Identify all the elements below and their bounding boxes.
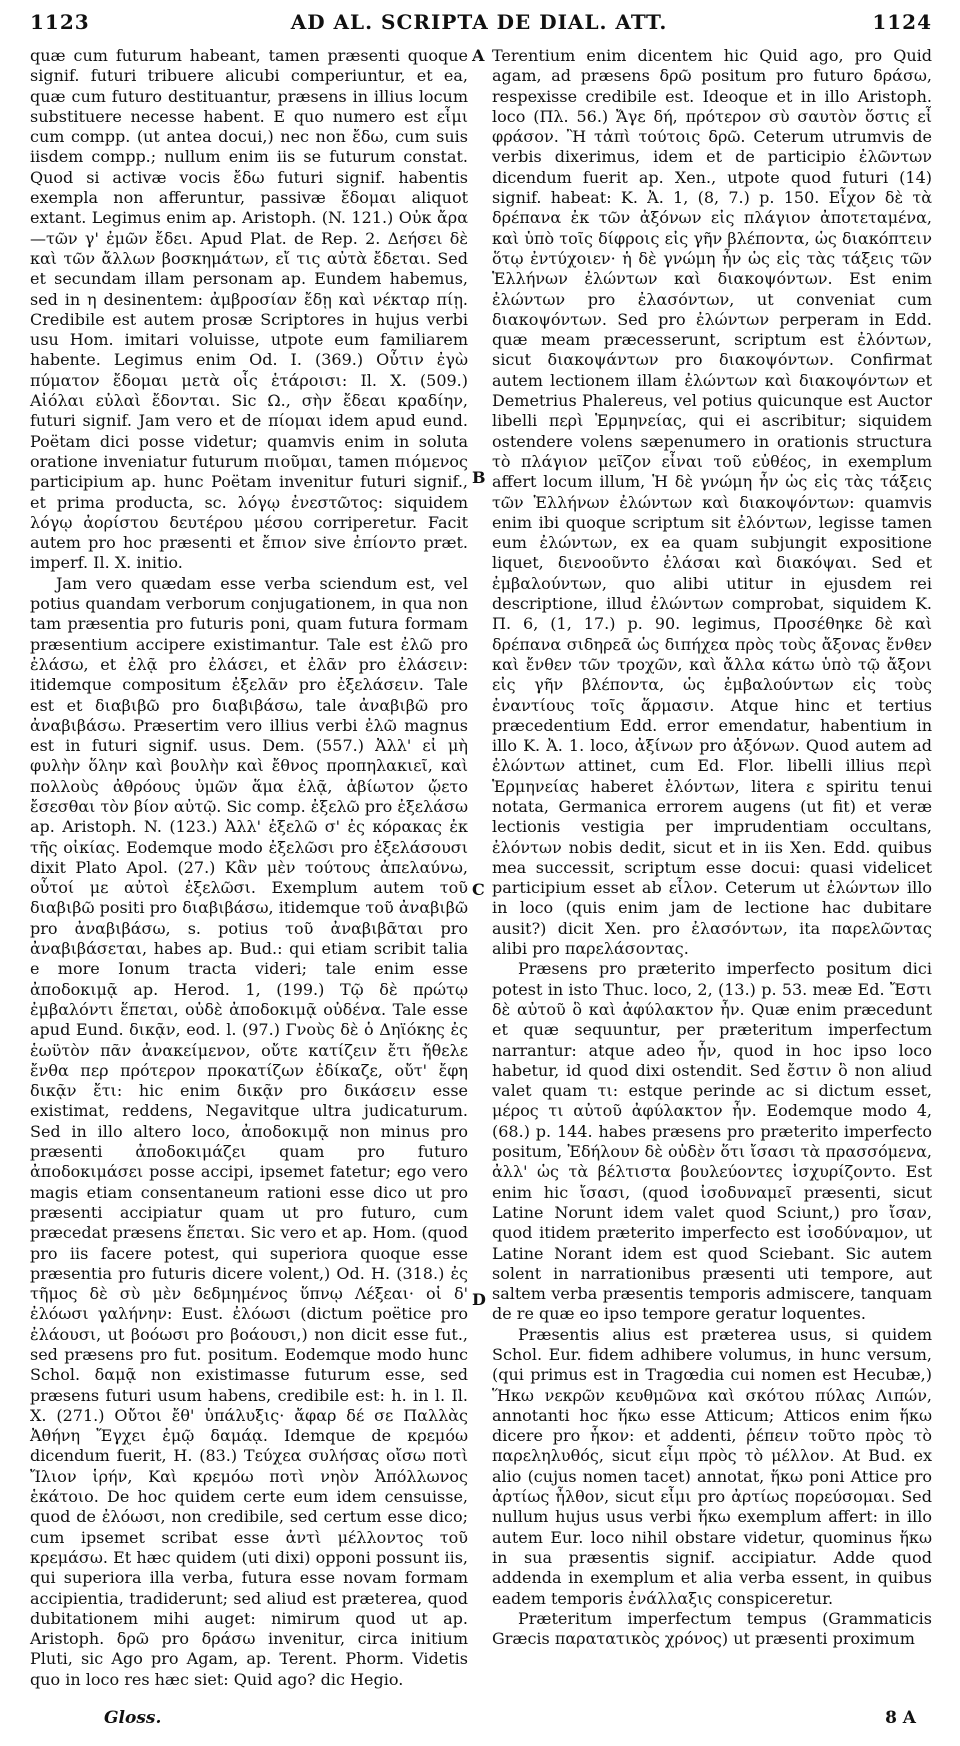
signature-mark: 8 A xyxy=(885,1708,916,1728)
right-paragraph-4: Præteritum imperfectum tempus (Grammaticis Græcis παρατατικὸς χρόνος) ut præsenti proximum xyxy=(492,1608,932,1649)
margin-letter-b: B xyxy=(472,468,486,487)
left-column xyxy=(30,46,468,1690)
left-paragraph-1: quæ cum futurum habeant, tamen præsenti quoque signif. futuri tribuere alicubi comperiuntur, et ea, quæ cum futuro destituantur, præsens in illius locum substituere necesse habent. E quo numero est εἶμι cum compp. (ut antea docui,) nec non ἔδω, cum suis iisdem compp.; nullum enim iis se futurum constat. Quod si activæ vocis ἔδω futuri signif. habentis exempla non afferuntur, passivæ ἔδομαι aliquot extant. Legimus enim ap. Aristoph. (N. 121.) Οὐκ ἄρα—τῶν γ' ἐμῶν ἔδει. Apud Plat. de Rep. 2. Δεήσει δὲ καὶ τῶν ἄλλων βοσκημάτων, εἴ τις αὐτὰ ἔδεται. Sed et secundam illam personam ap. Eundem habemus, sed in η desinentem: ἀμβροσίαν ἔδῃ καὶ νέκταρ πίῃ. Credibile est autem prosæ Scriptores in hujus verbi usu Hom. imitari voluisse, utpote eum familiarem habente. Legimus enim Od. I. (369.) Οὖτιν ἐγὼ πύματον ἔδομαι μετὰ οἷς ἑτάροισι: Il. X. (509.) Αἰόλαι εὐλαὶ ἔδονται. Sic Ω., σὴν ἔδεαι κραδίην, futuri signif. Jam vero et de πίομαι idem apud eund. Poëtam dici posse videtur; quamvis enim in soluta oratione inveniatur futurum πιοῦμαι, tamen πιόμενος participium ap. hunc Poëtam invenitur futuri signif., et prima producta, sc. λόγῳ ἐνεστῶτος: siquidem λόγῳ ἀορίστου δευτέρου μέσου corriperetur. Facit autem pro hoc præsenti et ἔπιον sive ἐπίοντο præt. imperf. Il. X. initio. xyxy=(30,46,468,573)
running-head-title: AD AL. SCRIPTA DE DIAL. ATT. xyxy=(290,10,668,34)
margin-letter-a: A xyxy=(472,46,485,65)
page-number-left: 1123 xyxy=(30,10,90,34)
catchword: Gloss. xyxy=(104,1708,162,1728)
page-number-right: 1124 xyxy=(872,10,932,34)
page-footer xyxy=(30,1708,932,1736)
right-paragraph-2: Præsens pro præterito imperfecto positum dici potest in isto Thuc. loco, 2, (13.) p. 53. meæ Ed. Ἔστι δὲ αὐτοῦ ὃ καὶ ἀφύλακτον ἦν. Quæ enim præcedunt et quæ sequuntur, per præteritum imperfectum narrantur: atque adeo ἦν, quod in hoc ipso loco habetur, id quod dixi ostendit. Sed ἔστιν ὃ non aliud valet quam τι: estque perinde ac si dictum esset, μέρος τι αὐτοῦ ἀφύλακτον ἦν. Eodemque modo 4, (68.) p. 144. habes præsens pro præterito imperfecto positum, Ἐδήλουν δὲ οὐδὲν ὅτι ἴσασι τὰ πρασσόμενα, ἀλλ' ὡς τὰ βέλτιστα βουλεύοντες ἰσχυρίζοντο. Est enim hic ἴσασι, (quod ἰσοδυναμεῖ præsenti, sicut Latine Norunt idem valet quod Sciunt,) pro ἴσαν, quod itidem præterito imperfecto est ἰσοδύναμον, ut Latine Norant idem est quod Sciebant. Sic autem solent in narrationibus præsenti uti tempore, aut saltem verba præsentis temporis admiscere, tanquam de re quæ eo ipso tempore geratur loquentes. xyxy=(492,959,932,1324)
left-paragraph-2: Jam vero quædam esse verba sciendum est, vel potius quandam verborum conjugationem, in qua non tam præsentia pro futuris poni, quam futura formam præsentium accipere existimantur. Tale est ἐλῶ pro ἐλάσω, et ἐλᾷ pro ἐλάσει, et ἐλᾶν pro ἐλάσειν: itidemque compositum ἐξελᾶν pro ἐξελάσειν. Tale est et διαβιβῶ pro διαβιβάσω, tale ἀναβιβῶ pro ἀναβιβάσω. Præsertim vero illius verbi ἐλῶ magnus est in futuri signif. usus. Dem. (557.) Ἀλλ' εἰ μὴ φυλὴν ὅλην καὶ βουλὴν καὶ ἔθνος προπηλακιεῖ, καὶ πολλοὺς ἀθρόους ὑμῶν ἅμα ἐλᾷ, ἀβίωτον ᾤετο ἔσεσθαι τὸν βίον αὐτῷ. Sic comp. ἐξελῶ pro ἐξελάσω ap. Aristoph. N. (123.) Ἀλλ' ἐξελῶ σ' ἐς κόρακας ἐκ τῆς οἰκίας. Eodemque modo ἐξελῶσι pro ἐξελάσουσι dixit Plato Apol. (27.) Κἂν μὲν τούτους ἀπελαύνω, οὗτοί με αὐτοὶ ἐξελῶσι. Exemplum autem τοῦ διαβιβῶ positi pro διαβιβάσω, itidemque τοῦ ἀναβιβῶ pro ἀναβιβάσω, s. potius τοῦ ἀναβιβᾶται pro ἀναβιβάσεται, habes ap. Bud.: qui etiam scribit talia e more Ionum tracta videri; tale enim esse ἀποδοκιμᾷ ap. Herod. 1, (199.) Τῷ δὲ πρώτῳ ἐμβαλόντι ἕπεται, οὐδὲ ἀποδοκιμᾷ οὐδένα. Tale esse apud Eund. δικᾷν, eod. l. (97.) Γνοὺς δὲ ὁ Δηϊόκης ἐς ἑωϋτὸν πᾶν ἀνακείμενον, οὔτε κατίζειν ἔτι ἤθελε ἔνθα περ πρότερον προκατίζων ἐδίκαζε, οὔτ' ἔφη δικᾷν ἔτι: hic enim δικᾷν pro δικάσειν esse existimat, reddens, Negavitque ultra judicaturum. Sed in illo altero loco, ἀποδοκιμᾷ non minus pro præsenti ἀποδοκιμάζει quam pro futuro ἀποδοκιμάσει posse accipi, ipsemet fatetur; ego vero magis etiam consentaneum rationi esse dico ut pro præsenti accipiatur quam ut pro futuro, cum præcedat præsens ἕπεται. Sic vero et ap. Hom. (quod pro iis facere potest, qui superiora quoque esse præsentia pro futuris dicere volent,) Od. H. (318.) ἐς τῆμος δὲ σὺ μὲν δεδμημένος ὕπνῳ Λέξεαι· οἱ δ' ἐλόωσι γαλήνην: Eust. ἐλόωσι (dictum poëtice pro ἐλάουσι, ut βοόωσι pro βοάουσι,) non dicit esse fut., sed præsens pro fut. positum. Eodemque modo hunc Schol. δαμᾷ non existimasse futurum esse, sed præsens futuri usum habens, credibile est: h. in l. Il. X. (271.) Οὔτοι ἔθ' ὑπάλυξις· ἄφαρ δέ σε Παλλὰς Ἀθήνη Ἔγχει ἐμῷ δαμάᾳ. Idemque de κρεμόω dicendum fuerit, H. (83.) Τεύχεα συλήσας οἴσω ποτὶ Ἴλιον ἱρήν, Καὶ κρεμόω ποτὶ νηὸν Ἀπόλλωνος ἑκάτοιο. De hoc quidem certe eum idem censuisse, quod de ἐλόωσι, non credibile, sed certum esse dico; cum ipsemet scribat esse ἀντὶ μέλλοντος τοῦ κρεμάσω. Et hæc quidem (uti dixi) opponi possunt iis, qui superiora illa verba, futura esse novam formam accipientia, tradiderunt; sed aliud est præterea, quod dubitationem mihi auget: nimirum quod ut ap. Aristoph. δρῶ pro δράσω invenitur, circa initium Pluti, sic Ago pro Agam, ap. Terent. Phorm. Videtis quo in loco res hæc siet: Quid ago? dic Hegio. xyxy=(30,573,468,1689)
margin-letter-c: C xyxy=(472,880,485,899)
right-paragraph-3: Præsentis alius est præterea usus, si quidem Schol. Eur. fidem adhibere volumus, in hunc versum, (qui primus est in Tragœdia cui nomen est Hecubæ,) Ἥκω νεκρῶν κευθμῶνα καὶ σκότου πύλας Λιπών, annotanti hoc ἥκω esse Atticum; Atticos enim ἥκω dicere pro ἧκον: et addenti, ῥέπειν τοῦτο πρὸς τὸ παρεληλυθός, sicut εἶμι πρὸς τὸ μέλλον. At Bud. ex alio (cujus nomen tacet) annotat, ἥκω poni Attice pro ἀρτίως ἦλθον, sicut εἶμι pro ἀρτίως πορεύσομαι. Sed nullum hujus usus verbi ἥκω exemplum affert: in illo autem Eur. loco nihil obstare videtur, quominus ἥκω in sua præsentis signif. accipiatur. Adde quod addenda in exemplum et alia verba essent, in quibus eadem temporis ἐνάλλαξις conspiceretur. xyxy=(492,1324,932,1608)
right-paragraph-1: Terentium enim dicentem hic Quid ago, pro Quid agam, ad præsens δρῶ positum pro futuro δράσω, respexisse credibile est. Ideoque et in illo Aristoph. loco (Πλ. 56.) Ἄγε δή, πρότερον σὺ σαυτὸν ὅστις εἶ φράσον. Ἢ τἀπὶ τούτοις δρῶ. Ceterum utrumvis de verbis dixerimus, idem et de participio ἐλῶντων dicendum fuerit ap. Xen., utpote quod futuri (14) signif. habeat: K. Ἀ. 1, (8, 7.) p. 150. Εἶχον δὲ τὰ δρέπανα ἐκ τῶν ἀξόνων εἰς πλάγιον ἀποτεταμένα, καὶ ὑπὸ τοῖς δίφροις εἰς γῆν βλέποντα, ὡς διακόπτειν ὅτῳ ἐντύχοιεν· ἡ δὲ γνώμη ἦν ὡς εἰς τὰς τάξεις τῶν Ἑλλήνων ἐλώντων καὶ διακοψόντων. Est enim ἐλώντων pro ἐλασόντων, ut conveniat cum διακοψόντων. Sed pro ἐλώντων perperam in Edd. quæ meam præcesserunt, scriptum est ἐλόντων, sicut διακοψάντων pro διακοψόντων. Confirmat autem lectionem illam ἐλώντων καὶ διακοψόντων et Demetrius Phalereus, vel potius quicunque est Auctor libelli περὶ Ἑρμηνείας, qui ei ascribitur; siquidem ostendere volens sæpenumero in orationis structura τὸ πλάγιον μεῖζον εἶναι τοῦ εὐθέος, in exemplum affert locum illum, Ἡ δὲ γνώμη ἦν ὡς εἰς τὰς τάξεις τῶν Ἑλλήνων ἐλώντων καὶ διακοψόντων: quamvis enim ibi quoque scriptum sit ἐλόντων, legisse tamen eum ἐλώντων, ex ea quam subjungit expositione liquet, διενοοῦντο ἐλάσαι καὶ διακόψαι. Sed et ἐμβαλούντων, quo alibi utitur in ejusdem rei descriptione, illud ἐλώντων comprobat, siquidem K. Π. 6, (1, 17.) p. 90. legimus, Προσέθηκε δὲ καὶ δρέπανα σιδηρεᾶ ὡς διπήχεα πρὸς τοὺς ἄξονας ἔνθεν καὶ ἔνθεν τῶν τροχῶν, καὶ ἄλλα κάτω ὑπὸ τῷ ἄξονι εἰς γῆν βλέποντα, ὡς ἐμβαλούντων εἰς τοὺς ἐναντίους τοῖς ἅρμασιν. Atque hinc et tertius præcedentium Edd. error emendatur, habentium in illo K. Ἀ. 1. loco, ἀξίνων pro ἀξόνων. Quod autem ad ἐλώντων attinet, cum Ed. Flor. libelli illius περὶ Ἑρμηνείας haberet ἑλόντων, litera ε spiritu tenui notata, Germanica errorem augens (ut fit) et veræ lectionis vestigia per imprudentiam occultans, ἐλόντων nobis dedit, sicut et in iis Xen. Edd. quibus mea successit, scriptum esse docui: quasi videlicet participium esset ab εἷλον. Ceterum ut ἐλώντων illo in loco (quis enim jam de lectione hac dubitare ausit?) dicit Xen. pro ἐλασόντων, ita παρελῶντας alibi pro παρελάσοντας. xyxy=(492,46,932,959)
running-header xyxy=(26,10,932,40)
right-column xyxy=(492,46,932,1649)
margin-letter-d: D xyxy=(472,1290,486,1309)
